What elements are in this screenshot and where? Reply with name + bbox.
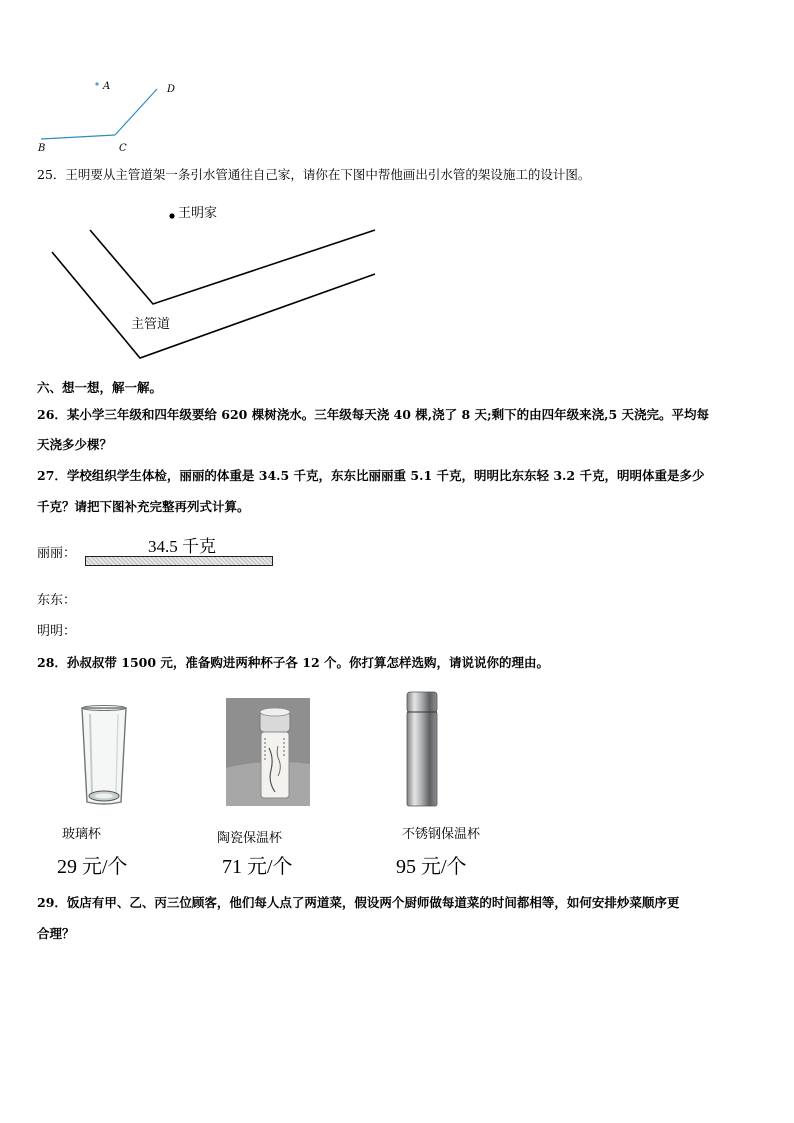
question-29-line2: 合理？ [37,926,75,941]
label-d: D [167,84,176,95]
item-name-glass: 玻璃杯 [62,827,102,842]
question-27-line2: 千克？请把下图补充完整再列式计算。 [37,499,250,514]
pipe-diagram [40,196,385,368]
point-a-dot [95,82,98,85]
item-price-glass: 29 元/个 [57,856,128,878]
item-name-ceramic: 陶瓷保温杯 [217,831,283,846]
row-label-dongdong: 东东： [37,593,77,608]
pipe-upper-line [90,230,375,304]
pipe-label: 主管道 [131,317,171,332]
ray-cd [115,89,157,135]
question-25: 25．王明要从主管道架一条引水管通往自己家，请你在下图中帮他画出引水管的架设施工的设计图。 [37,167,591,182]
section-6-title: 六、想一想，解一解。 [37,380,163,395]
row-label-lili: 丽丽： [37,546,77,561]
steel-cup-image [405,690,439,808]
question-26-line1: 26．某小学三年级和四年级要给 620 棵树浇水。三年级每天浇 40 棵,浇了 8 天;剩下的由四年级来浇,5 天浇完。平均每 [37,407,710,422]
weight-bar [85,556,273,566]
label-c: C [119,143,127,154]
ray-cb [41,135,115,139]
glass-cup-image [78,704,130,808]
question-29-line1: 29．饭店有甲、乙、丙三位顾客，他们每人点了两道菜，假设两个厨师做每道菜的时间都相等，如何安排炒菜顺序更 [37,895,680,910]
weight-bar-value: 34.5 千克 [148,537,216,556]
item-price-ceramic: 71 元/个 [222,856,293,878]
question-28: 28．孙叔叔带 1500 元，准备购进两种杯子各 12 个。你打算怎样选购，请说说你的理由。 [37,655,549,670]
question-26-line2: 天浇多少棵？ [37,437,113,452]
house-label: 王明家 [178,206,218,221]
label-b: B [38,143,46,154]
ceramic-cup-image [226,698,310,806]
question-27-line1: 27．学校组织学生体检，丽丽的体重是 34.5 千克，东东比丽丽重 5.1 千克，明明比东东轻 3.2 千克，明明体重是多少 [37,468,705,483]
angle-figure [30,70,190,160]
item-name-steel: 不锈钢保温杯 [402,827,481,842]
label-a: A [103,81,111,92]
item-price-steel: 95 元/个 [396,856,467,878]
row-label-mingming: 明明： [37,624,77,639]
pipe-lower-line [52,252,375,358]
house-dot [169,213,174,218]
ceramic-cup-drawing [226,698,310,806]
